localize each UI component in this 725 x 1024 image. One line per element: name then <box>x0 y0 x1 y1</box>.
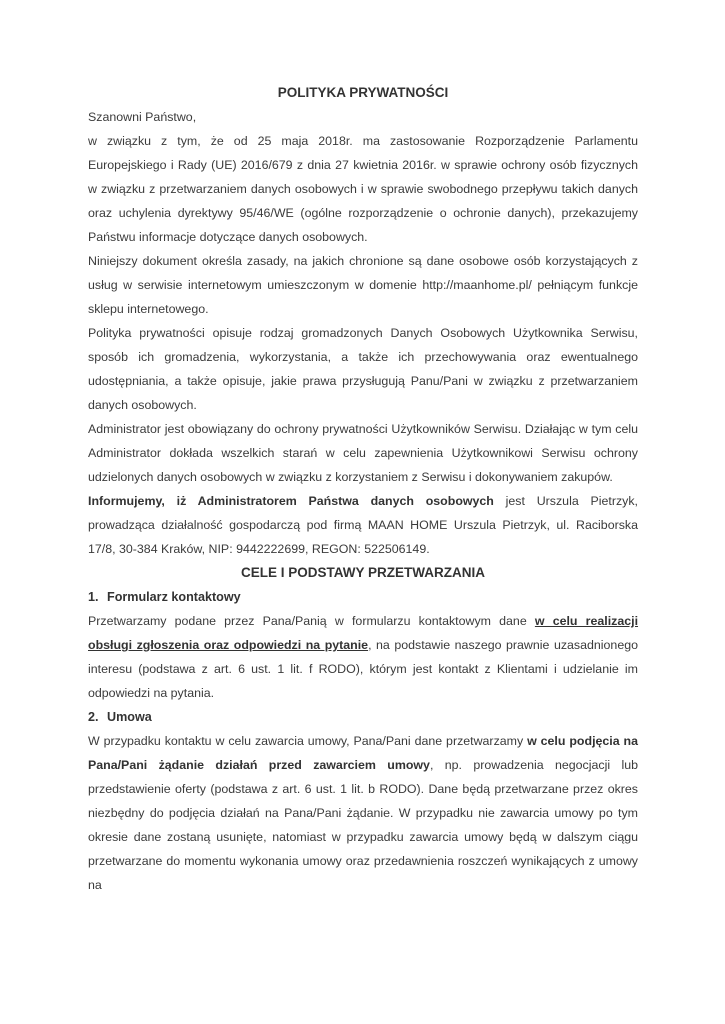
paragraph <box>88 729 638 897</box>
text-run: Administrator jest obowiązany do ochrony prywatności Użytkowników Serwisu. Działając w tym celu Administrator dokłada wszelkich starań w celu zapewnienia Użytkownikowi Serwisu ochrony udzielonych danych osobowych w związku z korzystaniem z Serwisu i dokonywaniem zakupów. <box>88 422 638 484</box>
text-run: W przypadku kontaktu w celu zawarcia umowy, Pana/Pani dane przetwarzamy <box>88 734 528 748</box>
text-run: Szanowni Państwo, <box>88 110 197 124</box>
document-title <box>88 81 638 105</box>
list-item-number: 1. <box>88 590 99 604</box>
list-item-label: Umowa <box>107 710 152 724</box>
text-run: Polityka prywatności opisuje rodzaj gromadzonych Danych Osobowych Użytkownika Serwisu, sposób ich gromadzenia, wykorzystania, a także ich przechowywania oraz ewentualnego udostępniania, a także opisuje, jakie prawa przysługują Panu/Pani w związku z przetwarzaniem danych osobowych. <box>88 326 638 412</box>
paragraph <box>88 489 638 561</box>
maanhome-url: http://maanhome.pl/ <box>422 278 532 292</box>
paragraph <box>88 249 638 321</box>
list-item-heading <box>88 705 638 729</box>
text-run: Informujemy, iż Administratorem Państwa danych osobowych <box>88 494 494 508</box>
paragraph <box>88 417 638 489</box>
text-run: Niniejszy dokument określa zasady, na jakich chronione są dane osobowe osób korzystających z usług w serwisie internetowym umieszczonym w domenie <box>88 254 638 292</box>
list-item-number: 2. <box>88 710 99 724</box>
text-run: jest Urszula Pietrzyk, prowadząca działalność gospodarczą pod firmą MAAN HOME Urszula Pietrzyk, ul. Raciborska 17/8, 30-384 Kraków, NIP: 9442222699, REGON: 522506149. <box>88 494 639 556</box>
section-heading <box>88 561 638 585</box>
text-run: CELE I PODSTAWY PRZETWARZANIA <box>240 565 485 580</box>
text-run: w celu realizacji obsługi zgłoszenia oraz odpowiedzi na pytanie <box>88 614 639 652</box>
text-run: pełniącym funkcje sklepu internetowego. <box>88 278 638 316</box>
text-run: POLITYKA PRYWATNOŚCI <box>277 85 449 100</box>
text-run: w celu podjęcia na Pana/Pani żądanie działań przed zawarciem umowy <box>88 734 639 772</box>
paragraph <box>88 321 638 417</box>
list-item-label: Formularz kontaktowy <box>107 590 241 604</box>
text-run: , np. prowadzenia negocjacji lub przedstawienie oferty (podstawa z art. 6 ust. 1 lit. b RODO). Dane będą przetwarzane przez okres niezbędny do podjęcia działań na Pana/Pani żądanie. W przypadku nie zawarcia umowy po tym okresie dane zostaną usunięte, natomiast w przypadku zawarcia umowy będą w dalszym ciągu przetwarzane do momentu wykonania umowy oraz przedawnienia roszczeń wynikających z umowy na <box>88 758 639 892</box>
text-run: Przetwarzamy podane przez Pana/Panią w formularzu kontaktowym dane <box>88 614 535 628</box>
text-run: , na podstawie naszego prawnie uzasadnionego interesu (podstawa z art. 6 ust. 1 lit. f RODO), którym jest kontakt z Klientami i udzielanie im odpowiedzi na pytania. <box>88 638 638 700</box>
list-item-heading <box>88 585 638 609</box>
paragraph <box>88 129 638 249</box>
salutation <box>88 105 638 129</box>
text-run: w związku z tym, że od 25 maja 2018r. ma zastosowanie Rozporządzenie Parlamentu Europejskiego i Rady (UE) 2016/679 z dnia 27 kwietnia 2016r. w sprawie ochrony osób fizycznych w związku z przetwarzaniem danych osobowych i w sprawie swobodnego przepływu takich danych oraz uchylenia dyrektywy 95/46/WE (ogólne rozporządzenie o ochronie danych), przekazujemy Państwu informacje dotyczące danych osobowych. <box>88 134 638 244</box>
paragraph <box>88 609 638 705</box>
